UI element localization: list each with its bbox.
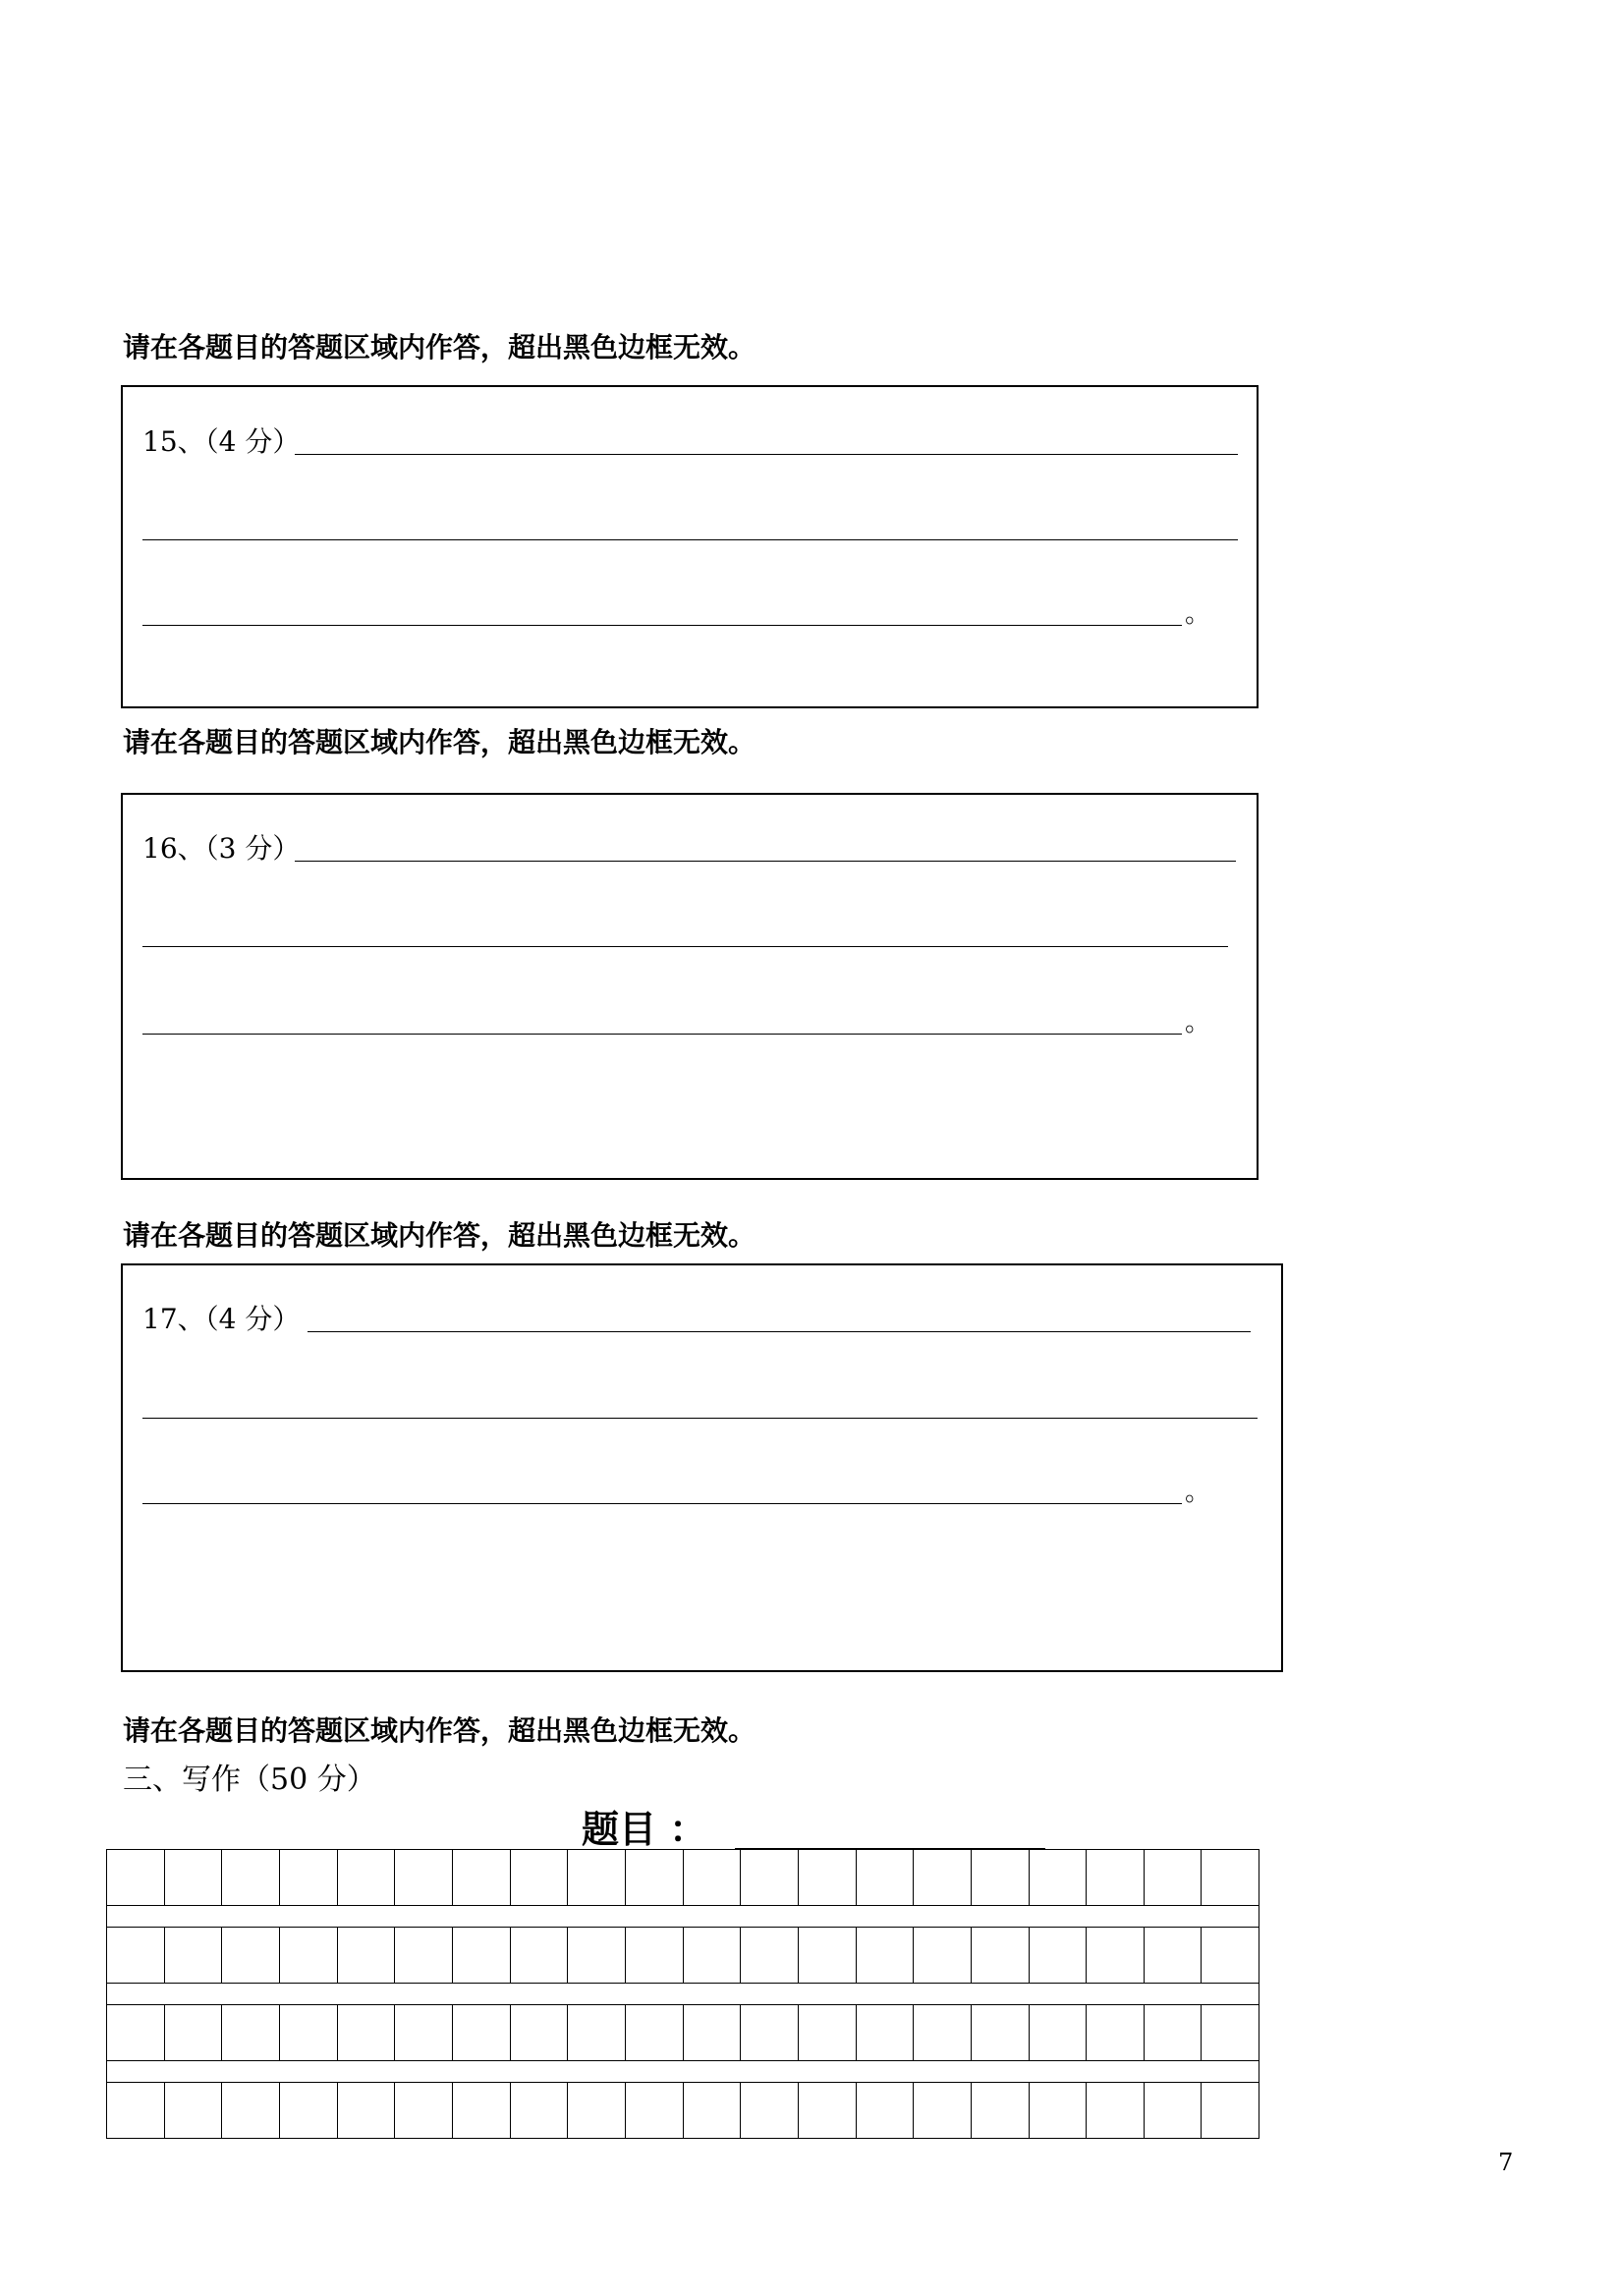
- composition-grid-cell[interactable]: [453, 2083, 511, 2138]
- composition-grid-cell[interactable]: [395, 2083, 453, 2138]
- composition-grid-cell[interactable]: [165, 2083, 223, 2138]
- composition-grid-row[interactable]: [106, 1927, 1259, 1984]
- composition-grid-cell[interactable]: [107, 1850, 165, 1905]
- composition-grid-cell[interactable]: [1145, 2005, 1203, 2060]
- composition-grid-cell[interactable]: [453, 1850, 511, 1905]
- composition-grid-cell[interactable]: [395, 1850, 453, 1905]
- composition-grid-cell[interactable]: [1087, 1850, 1145, 1905]
- question-15-answer-line-1[interactable]: [295, 454, 1238, 455]
- composition-grid-cell[interactable]: [1087, 2005, 1145, 2060]
- composition-grid-cell[interactable]: [799, 1850, 857, 1905]
- composition-grid-cell[interactable]: [165, 1928, 223, 1983]
- question-17-answer-line-3[interactable]: [142, 1503, 1182, 1504]
- composition-grid-cell[interactable]: [395, 1928, 453, 1983]
- composition-grid-cell[interactable]: [972, 1928, 1030, 1983]
- composition-grid-cell[interactable]: [511, 2083, 569, 2138]
- composition-grid-gap: [106, 2061, 1259, 2082]
- composition-grid-cell[interactable]: [280, 1928, 338, 1983]
- composition-grid-cell[interactable]: [395, 2005, 453, 2060]
- composition-grid-cell[interactable]: [222, 1850, 280, 1905]
- composition-grid-cell[interactable]: [453, 2005, 511, 2060]
- composition-grid-row[interactable]: [106, 2082, 1259, 2139]
- composition-grid-cell[interactable]: [1087, 1928, 1145, 1983]
- question-15-label: 15、（4 分）: [142, 425, 301, 458]
- composition-grid-cell[interactable]: [1202, 2005, 1259, 2060]
- composition-grid-cell[interactable]: [799, 2083, 857, 2138]
- composition-grid-cell[interactable]: [511, 1850, 569, 1905]
- composition-grid-gap: [106, 1906, 1259, 1927]
- composition-grid-cell[interactable]: [799, 2005, 857, 2060]
- question-15-end-mark: 。: [1185, 599, 1211, 629]
- composition-grid-cell[interactable]: [1202, 1850, 1259, 1905]
- question-16-answer-line-3[interactable]: [142, 1034, 1182, 1035]
- question-16-answer-line-1[interactable]: [295, 861, 1236, 862]
- composition-grid-cell[interactable]: [1145, 1850, 1203, 1905]
- composition-grid-cell[interactable]: [684, 1928, 742, 1983]
- composition-grid-cell[interactable]: [1145, 2083, 1203, 2138]
- composition-grid-cell[interactable]: [799, 1928, 857, 1983]
- composition-grid-cell[interactable]: [741, 2083, 799, 2138]
- answer-area-notice: 请在各题目的答题区域内作答，超出黑色边框无效。: [123, 1714, 756, 1747]
- composition-grid-gap: [106, 1984, 1259, 2004]
- composition-grid-cell[interactable]: [857, 1928, 915, 1983]
- question-15-answer-line-2[interactable]: [142, 539, 1238, 540]
- composition-grid-cell[interactable]: [165, 1850, 223, 1905]
- question-17-end-mark: 。: [1185, 1478, 1211, 1507]
- composition-grid-cell[interactable]: [1030, 2083, 1088, 2138]
- composition-grid-cell[interactable]: [453, 1928, 511, 1983]
- writing-section-heading: 三、写作（50 分）: [123, 1763, 376, 1797]
- composition-grid-cell[interactable]: [626, 1850, 684, 1905]
- question-15-answer-line-3[interactable]: [142, 625, 1182, 626]
- composition-grid-row[interactable]: [106, 2004, 1259, 2061]
- composition-grid-cell[interactable]: [1087, 2083, 1145, 2138]
- composition-grid-row[interactable]: [106, 1849, 1259, 1906]
- answer-area-notice: 请在各题目的答题区域内作答，超出黑色边框无效。: [123, 1219, 756, 1252]
- question-17-answer-line-1[interactable]: [308, 1331, 1251, 1332]
- composition-grid-cell[interactable]: [107, 2083, 165, 2138]
- composition-grid-cell[interactable]: [1030, 2005, 1088, 2060]
- composition-grid-cell[interactable]: [684, 2083, 742, 2138]
- composition-grid-cell[interactable]: [1030, 1928, 1088, 1983]
- composition-grid-cell[interactable]: [1145, 1928, 1203, 1983]
- composition-grid-cell[interactable]: [626, 1928, 684, 1983]
- composition-grid-cell[interactable]: [280, 1850, 338, 1905]
- composition-grid-cell[interactable]: [338, 1928, 396, 1983]
- composition-grid-cell[interactable]: [222, 2083, 280, 2138]
- composition-grid-cell[interactable]: [684, 1850, 742, 1905]
- composition-grid-cell[interactable]: [568, 2083, 626, 2138]
- composition-grid-cell[interactable]: [1202, 1928, 1259, 1983]
- composition-grid-cell[interactable]: [511, 2005, 569, 2060]
- composition-grid-cell[interactable]: [972, 2005, 1030, 2060]
- composition-grid-cell[interactable]: [972, 2083, 1030, 2138]
- composition-grid-cell[interactable]: [338, 2083, 396, 2138]
- answer-area-notice: 请在各题目的答题区域内作答，超出黑色边框无效。: [123, 331, 756, 364]
- composition-grid-cell[interactable]: [857, 2083, 915, 2138]
- composition-grid-cell[interactable]: [741, 2005, 799, 2060]
- composition-grid-cell[interactable]: [626, 2005, 684, 2060]
- composition-grid-cell[interactable]: [511, 1928, 569, 1983]
- question-16-label: 16、（3 分）: [142, 832, 301, 865]
- composition-grid-cell[interactable]: [338, 1850, 396, 1905]
- composition-grid-cell[interactable]: [568, 2005, 626, 2060]
- composition-grid-cell[interactable]: [1030, 1850, 1088, 1905]
- composition-grid-cell[interactable]: [741, 1850, 799, 1905]
- composition-grid-cell[interactable]: [857, 1850, 915, 1905]
- composition-grid-cell[interactable]: [684, 2005, 742, 2060]
- composition-grid-cell[interactable]: [1202, 2083, 1259, 2138]
- essay-title-label: 题目 ：: [582, 1808, 707, 1851]
- question-16-end-mark: 。: [1185, 1008, 1211, 1037]
- question-17-answer-line-2[interactable]: [142, 1418, 1258, 1419]
- composition-grid-cell[interactable]: [741, 1928, 799, 1983]
- composition-grid-cell[interactable]: [568, 1928, 626, 1983]
- composition-grid-cell[interactable]: [280, 2083, 338, 2138]
- answer-area-notice: 请在各题目的答题区域内作答，超出黑色边框无效。: [123, 726, 756, 758]
- composition-grid-cell[interactable]: [165, 2005, 223, 2060]
- question-16-answer-line-2[interactable]: [142, 946, 1228, 947]
- composition-grid-cell[interactable]: [914, 1928, 972, 1983]
- composition-grid-cell[interactable]: [107, 1928, 165, 1983]
- composition-grid-cell[interactable]: [222, 2005, 280, 2060]
- composition-grid-cell[interactable]: [280, 2005, 338, 2060]
- composition-grid-cell[interactable]: [568, 1850, 626, 1905]
- composition-grid-cell[interactable]: [857, 2005, 915, 2060]
- composition-grid-cell[interactable]: [914, 2005, 972, 2060]
- composition-grid-cell[interactable]: [914, 1850, 972, 1905]
- composition-grid-cell[interactable]: [914, 2083, 972, 2138]
- composition-grid-cell[interactable]: [107, 2005, 165, 2060]
- composition-grid-cell[interactable]: [338, 2005, 396, 2060]
- question-17-label: 17、（4 分）: [142, 1303, 301, 1335]
- composition-grid-cell[interactable]: [626, 2083, 684, 2138]
- composition-grid-cell[interactable]: [222, 1928, 280, 1983]
- composition-grid-cell[interactable]: [972, 1850, 1030, 1905]
- page-number: 7: [1498, 2149, 1514, 2176]
